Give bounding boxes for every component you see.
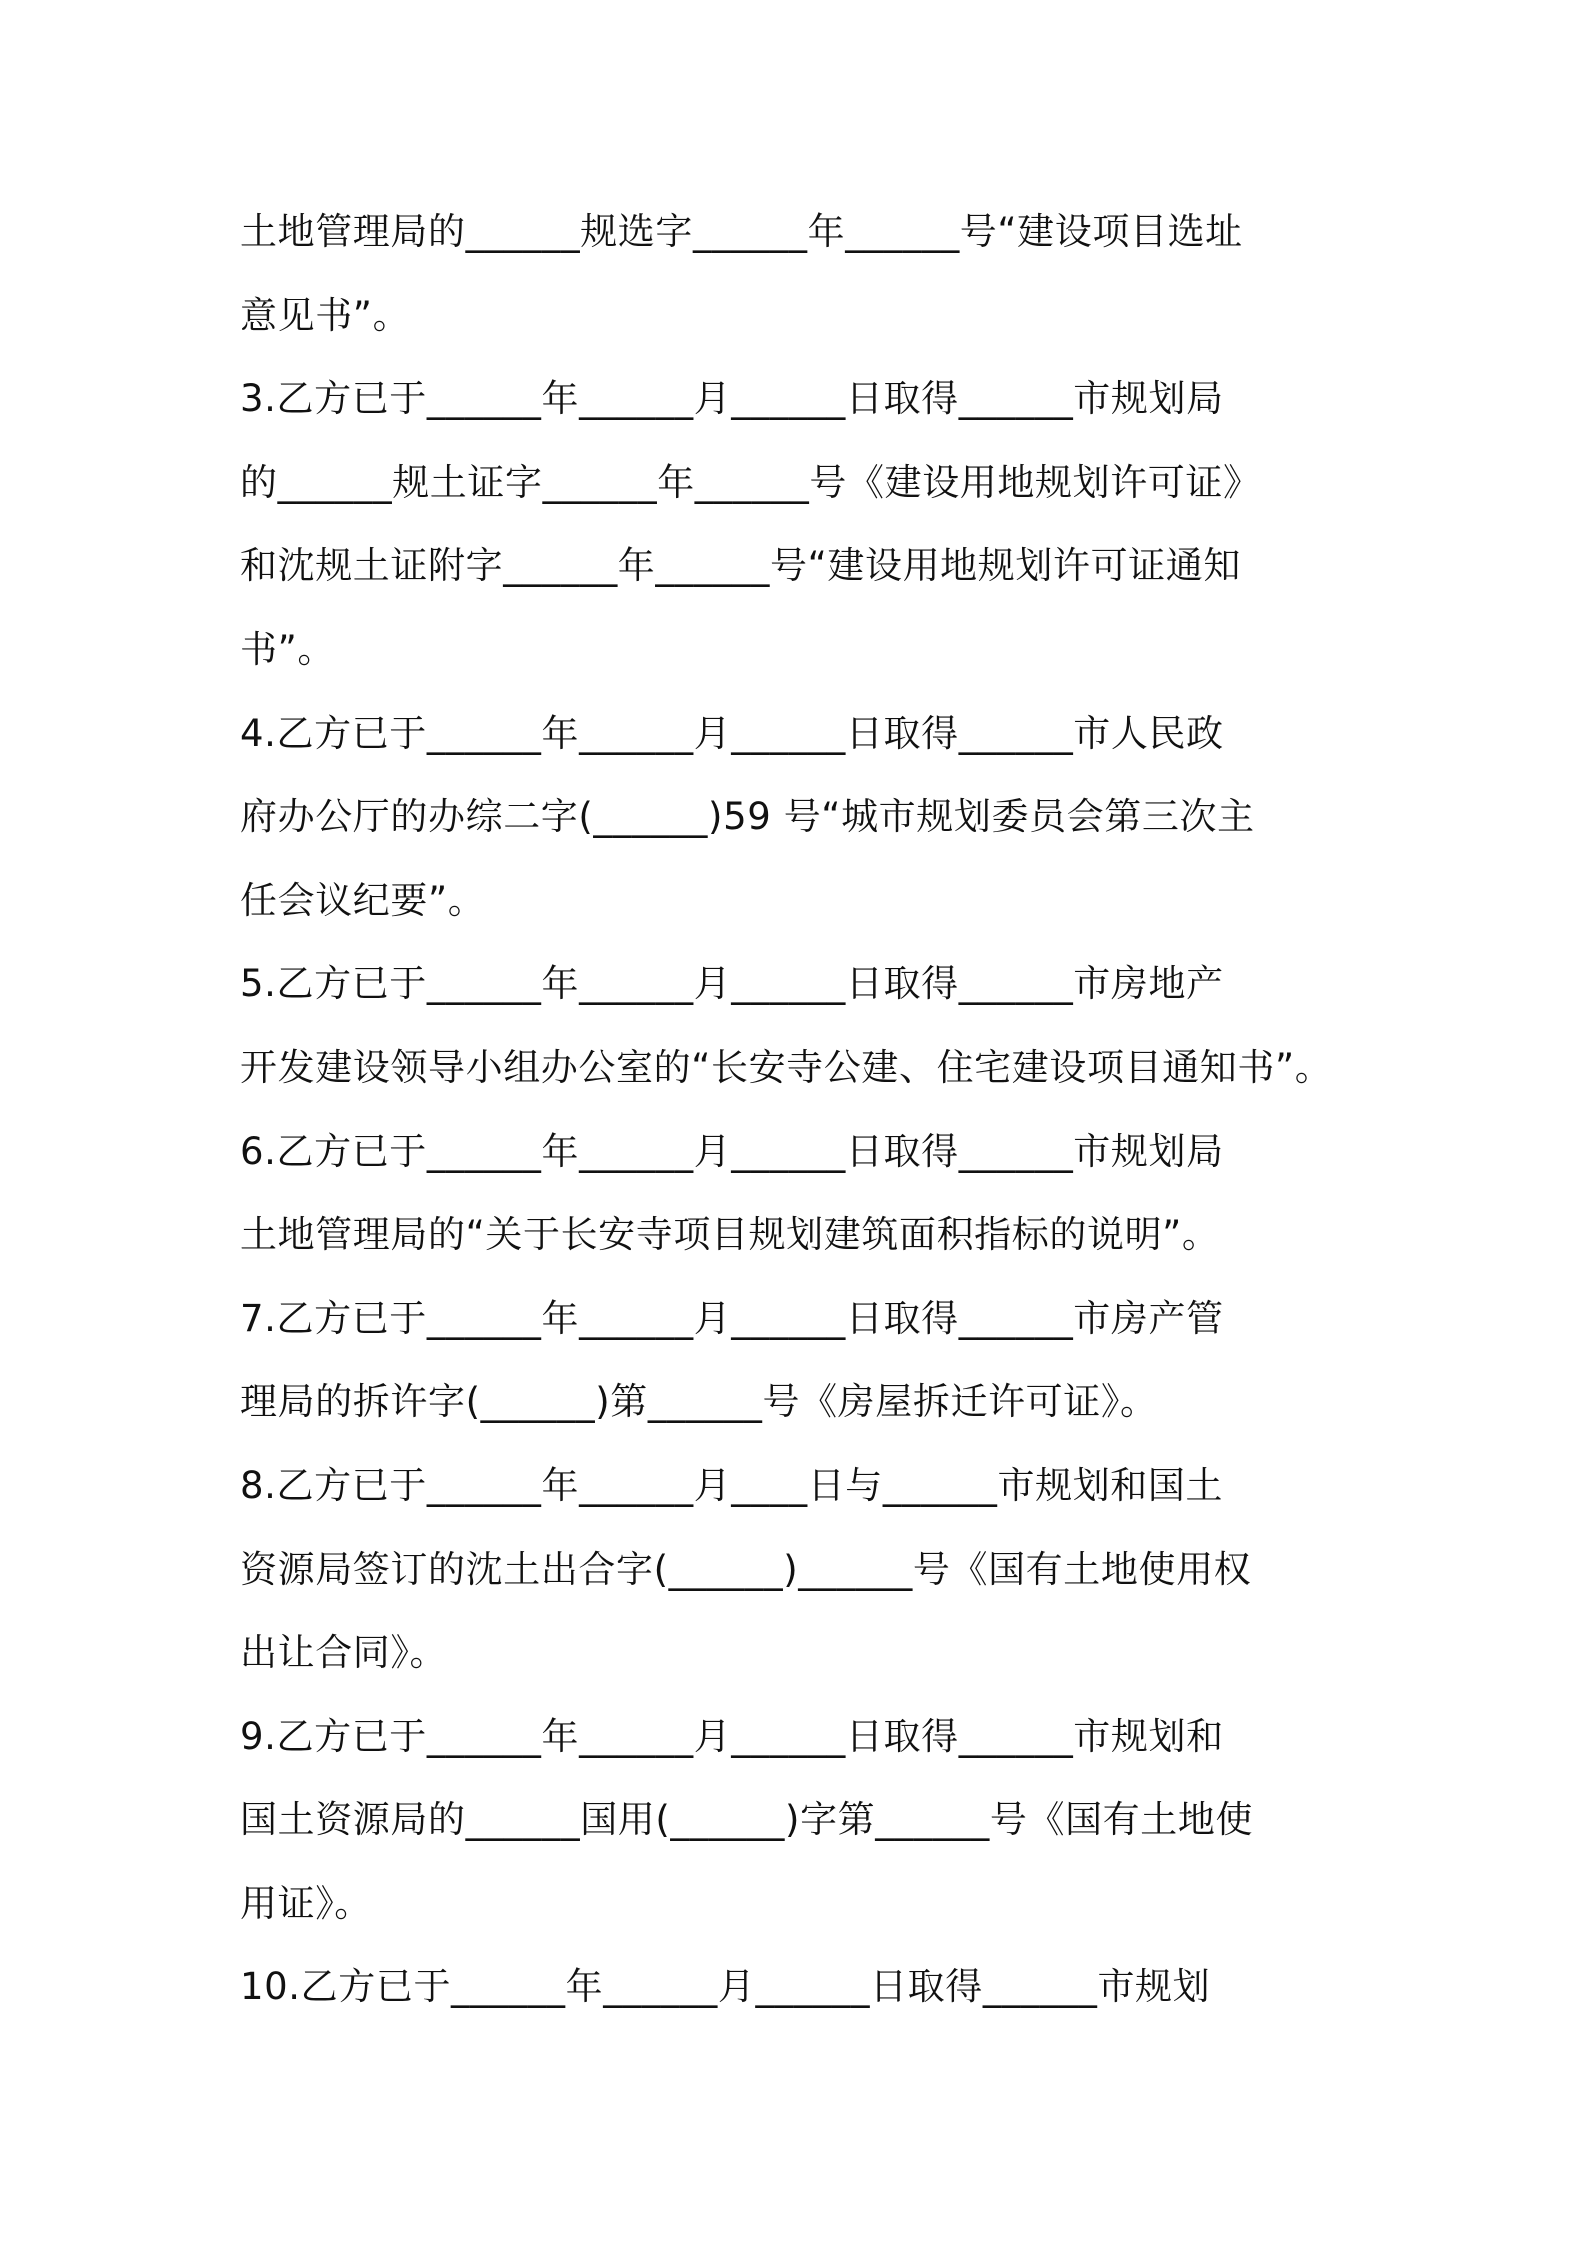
text-line: 的______规土证字______年______号《建设用地规划许可证》 xyxy=(240,460,1261,504)
text-line: 用证》。 xyxy=(240,1881,372,1925)
text-line: 9.乙方已于______年______月______日取得______市规划和 xyxy=(240,1714,1224,1758)
text-line: 书”。 xyxy=(240,627,335,671)
text-line: 3.乙方已于______年______月______日取得______市规划局 xyxy=(240,377,1224,421)
text-line: 7.乙方已于______年______月______日取得______市房产管 xyxy=(240,1296,1224,1340)
text-line: 10.乙方已于______年______月______日取得______市规划 xyxy=(240,1965,1211,2009)
text-line: 国土资源局的______国用(______)字第______号《国有土地使 xyxy=(240,1798,1254,1842)
text-line: 任会议纪要”。 xyxy=(240,878,486,922)
text-line: 出让合同》。 xyxy=(240,1631,448,1675)
document-body xyxy=(240,190,1380,2029)
text-line: 土地管理局的______规选字______年______号“建设项目选址 xyxy=(240,210,1243,253)
text-line: 开发建设领导小组办公室的“长安寺公建、住宅建设项目通知书”。 xyxy=(240,1045,1333,1089)
text-line: 意见书”。 xyxy=(240,293,411,337)
text-line: 4.乙方已于______年______月______日取得______市人民政 xyxy=(240,711,1224,755)
text-line: 6.乙方已于______年______月______日取得______市规划局 xyxy=(240,1129,1224,1173)
text-line: 土地管理局的“关于长安寺项目规划建筑面积指标的说明”。 xyxy=(240,1213,1220,1257)
text-line: 和沈规土证附字______年______号“建设用地规划许可证通知 xyxy=(240,544,1241,588)
text-line: 资源局签订的沈土出合字(______)______号《国有土地使用权 xyxy=(240,1547,1252,1591)
text-line: 8.乙方已于______年______月____日与______市规划和国土 xyxy=(240,1463,1224,1507)
text-line: 府办公厅的办综二字(______)59 号“城市规划委员会第三次主 xyxy=(240,795,1255,839)
text-line: 5.乙方已于______年______月______日取得______市房地产 xyxy=(240,962,1224,1006)
text-line: 理局的拆许字(______)第______号《房屋拆迁许可证》。 xyxy=(240,1380,1158,1424)
